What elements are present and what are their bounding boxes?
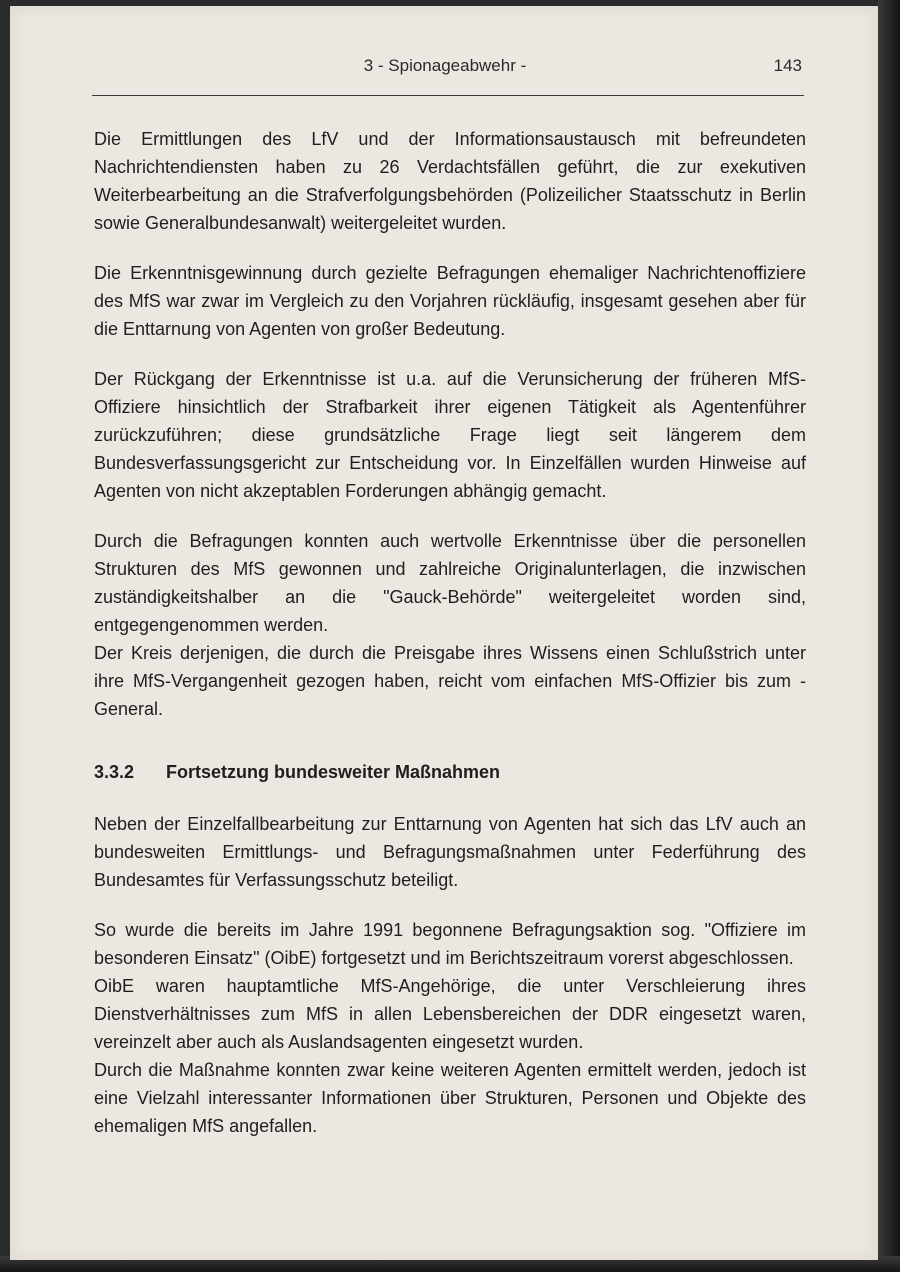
paragraph: Durch die Befragungen konnten auch wertvolle Erkenntnisse über die personellen Strukturen des MfS gewonnen und zahlreiche Originalunterlagen, die inzwischen zuständigkeitshalber an die "Gauck-Behörde" weitergeleitet worden sind, entgegengenommen werden. [94,531,806,635]
paragraph: Die Erkenntnisgewinnung durch gezielte Befragungen ehemaliger Nachrichtenoffiziere des MfS war zwar im Vergleich zu den Vorjahren rückläufig, insgesamt gesehen aber für die Enttarnung von Agenten von großer Bedeutung. [94,263,806,339]
section-heading [94,759,806,785]
document-page [10,6,878,1260]
paragraph: Neben der Einzelfallbearbeitung zur Enttarnung von Agenten hat sich das LfV auch an bundesweiten Ermittlungs- und Befragungsmaßnahmen unter Federführung des Bundesamtes für Verfassungsschutz beteiligt. [94,814,806,890]
header-rule [92,95,804,96]
document-body [94,125,806,1140]
paragraph: Durch die Maßnahme konnten zwar keine weiteren Agenten ermittelt werden, jedoch ist eine Vielzahl interessanter Informationen über Strukturen, Personen und Objekte des ehemaligen MfS angefallen. [94,1060,806,1136]
section-number: 3.3.2 [94,762,135,782]
paragraph: OibE waren hauptamtliche MfS-Angehörige, die unter Verschleierung ihres Dienstverhältnisses zum MfS in allen Lebensbereichen der DDR eingesetzt waren, vereinzelt aber auch als Auslandsagenten eingesetzt wurden. [94,976,806,1052]
running-header [88,56,802,84]
book-edge-right [878,0,900,1272]
section-title: Fortsetzung bundesweiter Maßnahmen [166,762,501,782]
paragraph: Der Rückgang der Erkenntnisse ist u.a. auf die Verunsicherung der früheren MfS-Offiziere hinsichtlich der Strafbarkeit ihrer eigenen Tätigkeit als Agentenführer zurückzuführen; diese grundsätzliche Frage liegt seit längerem dem Bundesverfassungsgericht zur Entscheidung vor. In Einzelfällen wurden Hinweise auf Agenten von nicht akzeptablen Forderungen abhängig gemacht. [94,369,806,501]
chapter-title: 3 - Spionageabwehr - [363,56,527,75]
page-number: 143 [773,56,802,75]
paragraph: Der Kreis derjenigen, die durch die Preisgabe ihres Wissens einen Schlußstrich unter ihre MfS-Vergangenheit gezogen haben, reicht vom einfachen MfS-Offizier bis zum -General. [94,643,806,719]
paragraph: So wurde die bereits im Jahre 1991 begonnene Befragungsaktion sog. "Offiziere im besonderen Einsatz" (OibE) fortgesetzt und im Berichtszeitraum vorerst abgeschlossen. [94,920,806,968]
paragraph: Die Ermittlungen des LfV und der Informationsaustausch mit befreundeten Nachrichtendiensten haben zu 26 Verdachtsfällen geführt, die zur exekutiven Weiterbearbeitung an die Strafverfolgungsbehörden (Polizeilicher Staatsschutz in Berlin sowie Generalbundesanwalt) weitergeleitet wurden. [94,129,806,233]
